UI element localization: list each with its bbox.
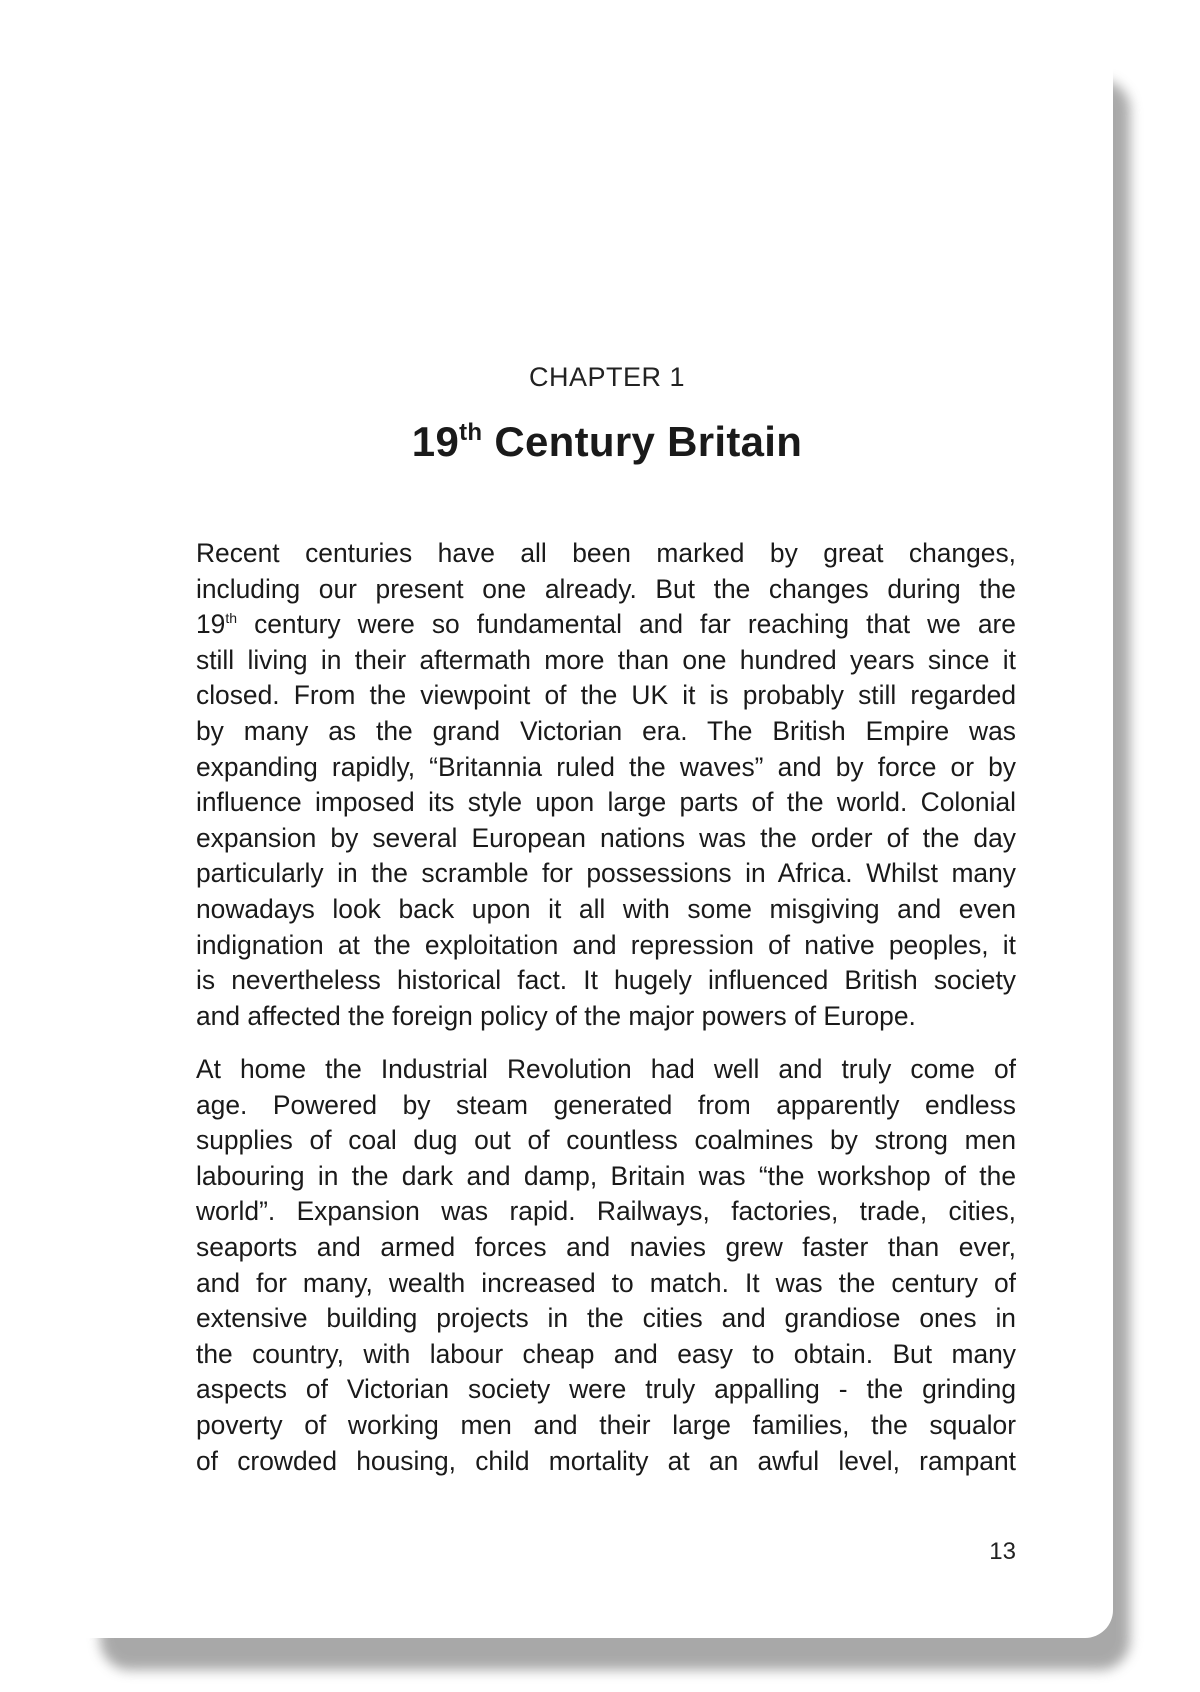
chapter-title-text: Century Britain <box>482 418 803 465</box>
chapter-title-number: 19 <box>411 418 460 465</box>
chapter-title-ordinal: th <box>459 419 483 446</box>
paragraph-line: still living in their aftermath more than one hundred years since it <box>196 644 1016 675</box>
paragraph-line: of crowded housing, child mortality at an awful level, rampant <box>196 1445 1016 1476</box>
paragraph-line: including our present one already. But the changes during the <box>196 573 1016 604</box>
paragraph-line: world”. Expansion was rapid. Railways, factories, trade, cities, <box>196 1196 1016 1227</box>
paragraph-line: influence imposed its style upon large parts of the world. Colonial <box>196 787 1016 818</box>
paragraph-line: age. Powered by steam generated from apparently endless <box>196 1089 1016 1120</box>
paragraph-line: and affected the foreign policy of the major powers of Europe. <box>196 1000 916 1031</box>
paragraph-line: indignation at the exploitation and repression of native peoples, it <box>196 929 1016 960</box>
chapter-label: CHAPTER 1 <box>528 362 686 392</box>
paragraph-line: is nevertheless historical fact. It hugely influenced British society <box>196 965 1016 996</box>
paragraph-line: expanding rapidly, “Britannia ruled the waves” and by force or by <box>196 751 1016 782</box>
paragraph-line: expansion by several European nations was the order of the day <box>196 822 1016 853</box>
paragraph-line: poverty of working men and their large families, the squalor <box>196 1409 1016 1440</box>
paragraph-line: by many as the grand Victorian era. The British Empire was <box>196 715 1016 746</box>
paragraph-line <box>196 607 1016 643</box>
paragraph-line: aspects of Victorian society were truly appalling - the grinding <box>196 1374 1016 1405</box>
paragraph-line: closed. From the viewpoint of the UK it is probably still regarded <box>196 680 1016 711</box>
chapter-title <box>0 418 1200 466</box>
page-number: 13 <box>989 1538 1016 1565</box>
paragraph-line: labouring in the dark and damp, Britain was “the workshop of the <box>196 1160 1016 1191</box>
paragraph-1 <box>196 536 1016 1034</box>
century-ordinal: th <box>225 610 238 627</box>
paragraph-line: supplies of coal dug out of countless coalmines by strong men <box>196 1125 1016 1156</box>
paragraph-2 <box>196 1052 1016 1479</box>
paragraph-line: particularly in the scramble for possessions in Africa. Whilst many <box>196 858 1016 889</box>
paragraph-line: At home the Industrial Revolution had well and truly come of <box>196 1054 1016 1084</box>
paragraph-line-rest: century were so fundamental and far reaching that we are <box>254 609 1016 640</box>
paragraph-line: nowadays look back upon it all with some misgiving and even <box>196 893 1016 924</box>
century-number: 19 <box>196 609 226 640</box>
paragraph-line: seaports and armed forces and navies grew faster than ever, <box>196 1231 1016 1262</box>
paragraph-line: extensive building projects in the cities and grandiose ones in <box>196 1303 1016 1334</box>
paragraph-line: the country, with labour cheap and easy to obtain. But many <box>196 1338 1016 1369</box>
paragraph-line: Recent centuries have all been marked by great changes, <box>196 538 1016 568</box>
paragraph-line: and for many, wealth increased to match. It was the century of <box>196 1267 1016 1298</box>
